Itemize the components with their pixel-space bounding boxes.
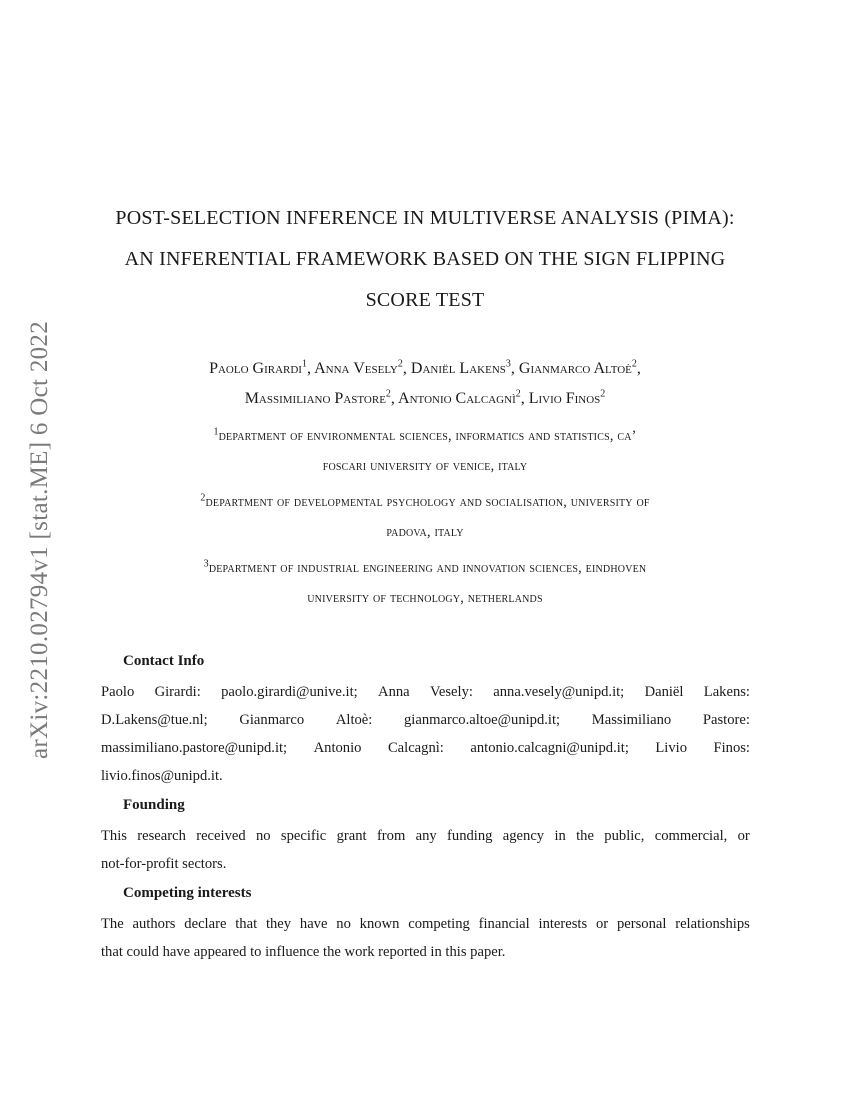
affiliation-text: department of industrial engineering and innovation sciences, eindhoven — [208, 560, 647, 576]
word: This — [101, 828, 127, 844]
author-affiliation-mark: 1 — [301, 358, 307, 370]
author-affiliation-mark: 2 — [385, 388, 391, 400]
word: public, — [604, 828, 645, 844]
word: specific — [280, 828, 327, 844]
contact-info-paragraph — [101, 678, 750, 790]
title-line: SCORE TEST — [365, 289, 485, 311]
word: competing — [408, 916, 470, 932]
author-affiliation-mark: 2 — [600, 388, 606, 400]
affiliation-mark: 3 — [203, 558, 209, 570]
title-line: POST-SELECTION INFERENCE IN MULTIVERSE ANALYSIS (PIMA): — [115, 207, 735, 229]
author-name: Livio Finos — [528, 390, 601, 407]
paragraph-line — [101, 678, 750, 706]
email-address: D.Lakens@tue.nl; — [101, 712, 208, 728]
word: Pastore: — [702, 712, 750, 728]
affiliation-mark: 1 — [213, 426, 219, 438]
word: funding — [447, 828, 493, 844]
arxiv-identifier-stamp: arXiv:2210.02794v1 [stat.ME] 6 Oct 2022 — [26, 320, 53, 760]
word: The — [101, 916, 124, 932]
word: they — [265, 916, 292, 932]
affiliation-3 — [100, 553, 750, 613]
word: that — [235, 916, 258, 932]
title-line: AN INFERENTIAL FRAMEWORK BASED ON THE SIGN FLIPPING — [124, 248, 726, 270]
word: no — [255, 828, 271, 844]
word: Antonio — [313, 740, 362, 756]
paragraph-line — [101, 822, 750, 850]
word: Massimiliano — [591, 712, 672, 728]
word: authors — [132, 916, 176, 932]
affiliation-text: university of technology, netherlands — [307, 590, 543, 606]
paragraph-line — [101, 734, 750, 762]
affiliation-mark: 2 — [200, 492, 206, 504]
word: Altoè: — [335, 712, 373, 728]
paper-title — [95, 198, 755, 321]
word: Girardi: — [154, 684, 201, 700]
author-affiliation-mark: 2 — [397, 358, 403, 370]
word: the — [576, 828, 594, 844]
author-affiliation-mark: 3 — [505, 358, 511, 370]
word: have — [299, 916, 328, 932]
word: Lakens: — [703, 684, 750, 700]
word: in — [554, 828, 566, 844]
affiliation-text: foscari university of venice, italy — [322, 458, 528, 474]
word: commercial, — [654, 828, 728, 844]
word: received — [196, 828, 246, 844]
word: relationships — [675, 916, 750, 932]
word: interests — [538, 916, 588, 932]
author-affiliation-mark: 2 — [515, 388, 521, 400]
author-name: Paolo Girardi — [209, 360, 302, 377]
word: declare — [184, 916, 227, 932]
word: grant — [336, 828, 367, 844]
email-address: paolo.girardi@unive.it; — [221, 684, 358, 700]
word: from — [376, 828, 406, 844]
word: Finos: — [713, 740, 750, 756]
word: or — [737, 828, 750, 844]
author-name: Massimiliano Pastore — [244, 390, 386, 407]
word: Livio — [655, 740, 687, 756]
author-name: Antonio Calcagnì — [398, 390, 516, 407]
affiliation-1 — [100, 421, 750, 481]
paragraph-last-line: that could have appeared to influence the work reported in this paper. — [101, 944, 506, 960]
author-name: Anna Vesely — [314, 360, 398, 377]
author-list: Paolo Girardi$^1$, Anna Vesely$^2$, Daniël Lakens$^3$, Gianmarco Altoè$^2$, Massimiliano Pastore$^2$, Antonio Calcagnì$^2$, Livio Finos$^2$ — [209, 358, 641, 407]
word: no — [336, 916, 351, 932]
word: agency — [502, 828, 545, 844]
paragraph-line — [101, 706, 750, 734]
affiliation-text: padova, italy — [386, 524, 464, 540]
word: Anna — [378, 684, 410, 700]
word: or — [595, 916, 609, 932]
word: financial — [478, 916, 530, 932]
author-name: Daniël Lakens — [410, 360, 506, 377]
competing-interests-paragraph — [101, 910, 750, 966]
competing-interests-heading: Competing interests — [123, 885, 252, 901]
author-affiliation-mark: 2 — [631, 358, 637, 370]
word: known — [359, 916, 400, 932]
paragraph-last-line: livio.finos@unipd.it. — [101, 768, 223, 784]
founding-heading: Founding — [123, 797, 185, 813]
email-address: massimiliano.pastore@unipd.it; — [101, 740, 288, 756]
word: Vesely: — [429, 684, 473, 700]
paragraph-last-line: not-for-profit sectors. — [101, 856, 227, 872]
word: Daniël — [644, 684, 684, 700]
email-address: gianmarco.altoe@unipd.it; — [404, 712, 561, 728]
email-address: antonio.calcagni@unipd.it; — [470, 740, 629, 756]
founding-paragraph — [101, 822, 750, 878]
affiliation-text: department of developmental psychology and socialisation, university of — [205, 494, 650, 510]
word: Gianmarco — [239, 712, 305, 728]
paragraph-line — [101, 910, 750, 938]
affiliation-2 — [100, 487, 750, 547]
affiliation-text: department of environmental sciences, informatics and statistics, ca’ — [218, 428, 637, 444]
word: Calcagnì: — [387, 740, 444, 756]
author-name: Gianmarco Altoè — [518, 360, 632, 377]
word: Paolo — [101, 684, 135, 700]
word: any — [415, 828, 437, 844]
word: research — [137, 828, 186, 844]
email-address: anna.vesely@unipd.it; — [493, 684, 625, 700]
word: personal — [616, 916, 667, 932]
contact-info-heading: Contact Info — [123, 653, 205, 669]
